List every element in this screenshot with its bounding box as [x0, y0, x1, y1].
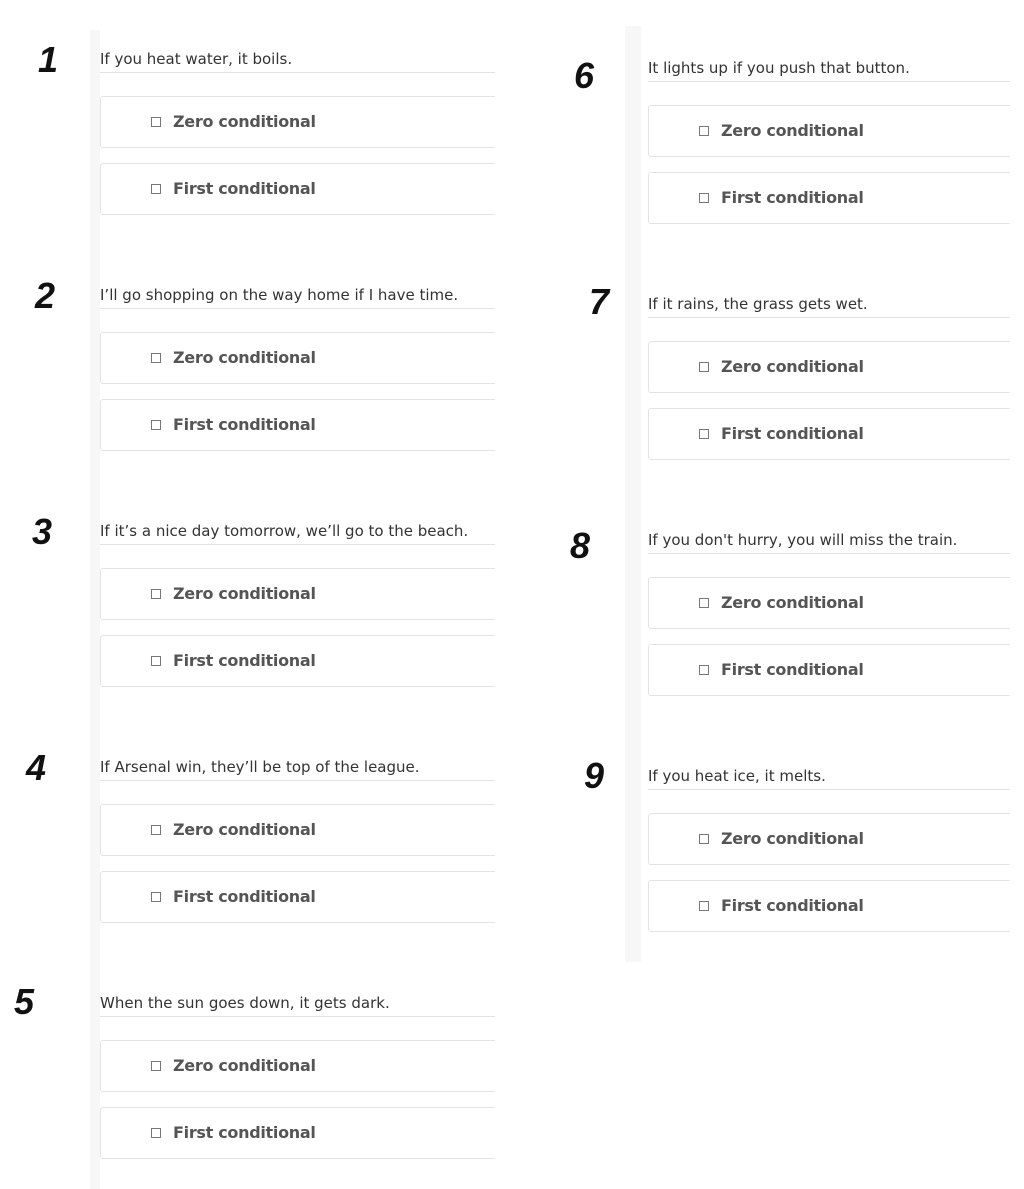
question-number: 3: [32, 511, 53, 552]
option-zero-conditional[interactable]: [100, 568, 495, 620]
option-label: First conditional: [173, 1123, 316, 1142]
option-zero-conditional[interactable]: [100, 332, 495, 384]
checkbox[interactable]: [699, 362, 709, 372]
question-number: 7: [589, 281, 610, 322]
option-first-conditional[interactable]: [100, 399, 495, 451]
option-label: First conditional: [721, 424, 864, 443]
option-zero-conditional[interactable]: [100, 96, 495, 148]
option-label: Zero conditional: [173, 1056, 316, 1075]
option-label: Zero conditional: [173, 112, 316, 131]
checkbox[interactable]: [151, 353, 161, 363]
question-text: If Arsenal win, they’ll be top of the league.: [100, 758, 420, 776]
question-text: It lights up if you push that button.: [648, 59, 910, 77]
question-text: I’ll go shopping on the way home if I have time.: [100, 286, 459, 304]
question-text: If it rains, the grass gets wet.: [648, 295, 868, 313]
option-label: Zero conditional: [721, 593, 864, 612]
question-number: 2: [35, 275, 56, 316]
question-divider: [100, 308, 495, 309]
option-label: Zero conditional: [173, 820, 316, 839]
option-label: First conditional: [721, 188, 864, 207]
checkbox[interactable]: [151, 117, 161, 127]
checkbox[interactable]: [699, 126, 709, 136]
checkbox[interactable]: [699, 665, 709, 675]
question-text: If you heat water, it boils.: [100, 50, 293, 68]
question-number: 9: [584, 755, 605, 796]
checkbox[interactable]: [699, 598, 709, 608]
question-divider: [100, 72, 495, 73]
checkbox[interactable]: [699, 834, 709, 844]
question-divider: [648, 81, 1010, 82]
option-label: First conditional: [173, 179, 316, 198]
question-divider: [648, 553, 1010, 554]
checkbox[interactable]: [151, 892, 161, 902]
question-number: 1: [38, 39, 59, 80]
checkbox[interactable]: [151, 825, 161, 835]
question-text: When the sun goes down, it gets dark.: [100, 994, 390, 1012]
option-first-conditional[interactable]: [648, 880, 1010, 932]
checkbox[interactable]: [151, 420, 161, 430]
checkbox[interactable]: [699, 193, 709, 203]
checkbox[interactable]: [151, 656, 161, 666]
checkbox[interactable]: [151, 1128, 161, 1138]
checkbox[interactable]: [699, 429, 709, 439]
question-divider: [648, 317, 1010, 318]
option-first-conditional[interactable]: [100, 1107, 495, 1159]
option-first-conditional[interactable]: [100, 163, 495, 215]
option-zero-conditional[interactable]: [100, 804, 495, 856]
option-zero-conditional[interactable]: [100, 1040, 495, 1092]
question-number: 5: [14, 981, 35, 1022]
option-label: First conditional: [721, 896, 864, 915]
question-divider: [100, 1016, 495, 1017]
question-text: If you heat ice, it melts.: [648, 767, 826, 785]
option-first-conditional[interactable]: [100, 871, 495, 923]
right-column-strip: [625, 26, 641, 962]
option-label: Zero conditional: [721, 121, 864, 140]
option-zero-conditional[interactable]: [648, 577, 1010, 629]
option-first-conditional[interactable]: [100, 635, 495, 687]
question-text: If you don't hurry, you will miss the train.: [648, 531, 958, 549]
question-text: If it’s a nice day tomorrow, we’ll go to the beach.: [100, 522, 469, 540]
question-divider: [100, 780, 495, 781]
option-zero-conditional[interactable]: [648, 341, 1010, 393]
question-number: 8: [570, 525, 591, 566]
option-label: Zero conditional: [173, 348, 316, 367]
option-first-conditional[interactable]: [648, 644, 1010, 696]
option-label: Zero conditional: [721, 829, 864, 848]
left-column-strip: [90, 30, 100, 1189]
option-label: First conditional: [173, 887, 316, 906]
option-first-conditional[interactable]: [648, 408, 1010, 460]
option-zero-conditional[interactable]: [648, 105, 1010, 157]
checkbox[interactable]: [699, 901, 709, 911]
question-divider: [100, 544, 495, 545]
checkbox[interactable]: [151, 589, 161, 599]
option-first-conditional[interactable]: [648, 172, 1010, 224]
option-zero-conditional[interactable]: [648, 813, 1010, 865]
question-divider: [648, 789, 1010, 790]
option-label: Zero conditional: [721, 357, 864, 376]
checkbox[interactable]: [151, 184, 161, 194]
question-number: 6: [574, 55, 595, 96]
option-label: First conditional: [173, 651, 316, 670]
checkbox[interactable]: [151, 1061, 161, 1071]
question-number: 4: [26, 747, 47, 788]
option-label: First conditional: [173, 415, 316, 434]
option-label: First conditional: [721, 660, 864, 679]
option-label: Zero conditional: [173, 584, 316, 603]
